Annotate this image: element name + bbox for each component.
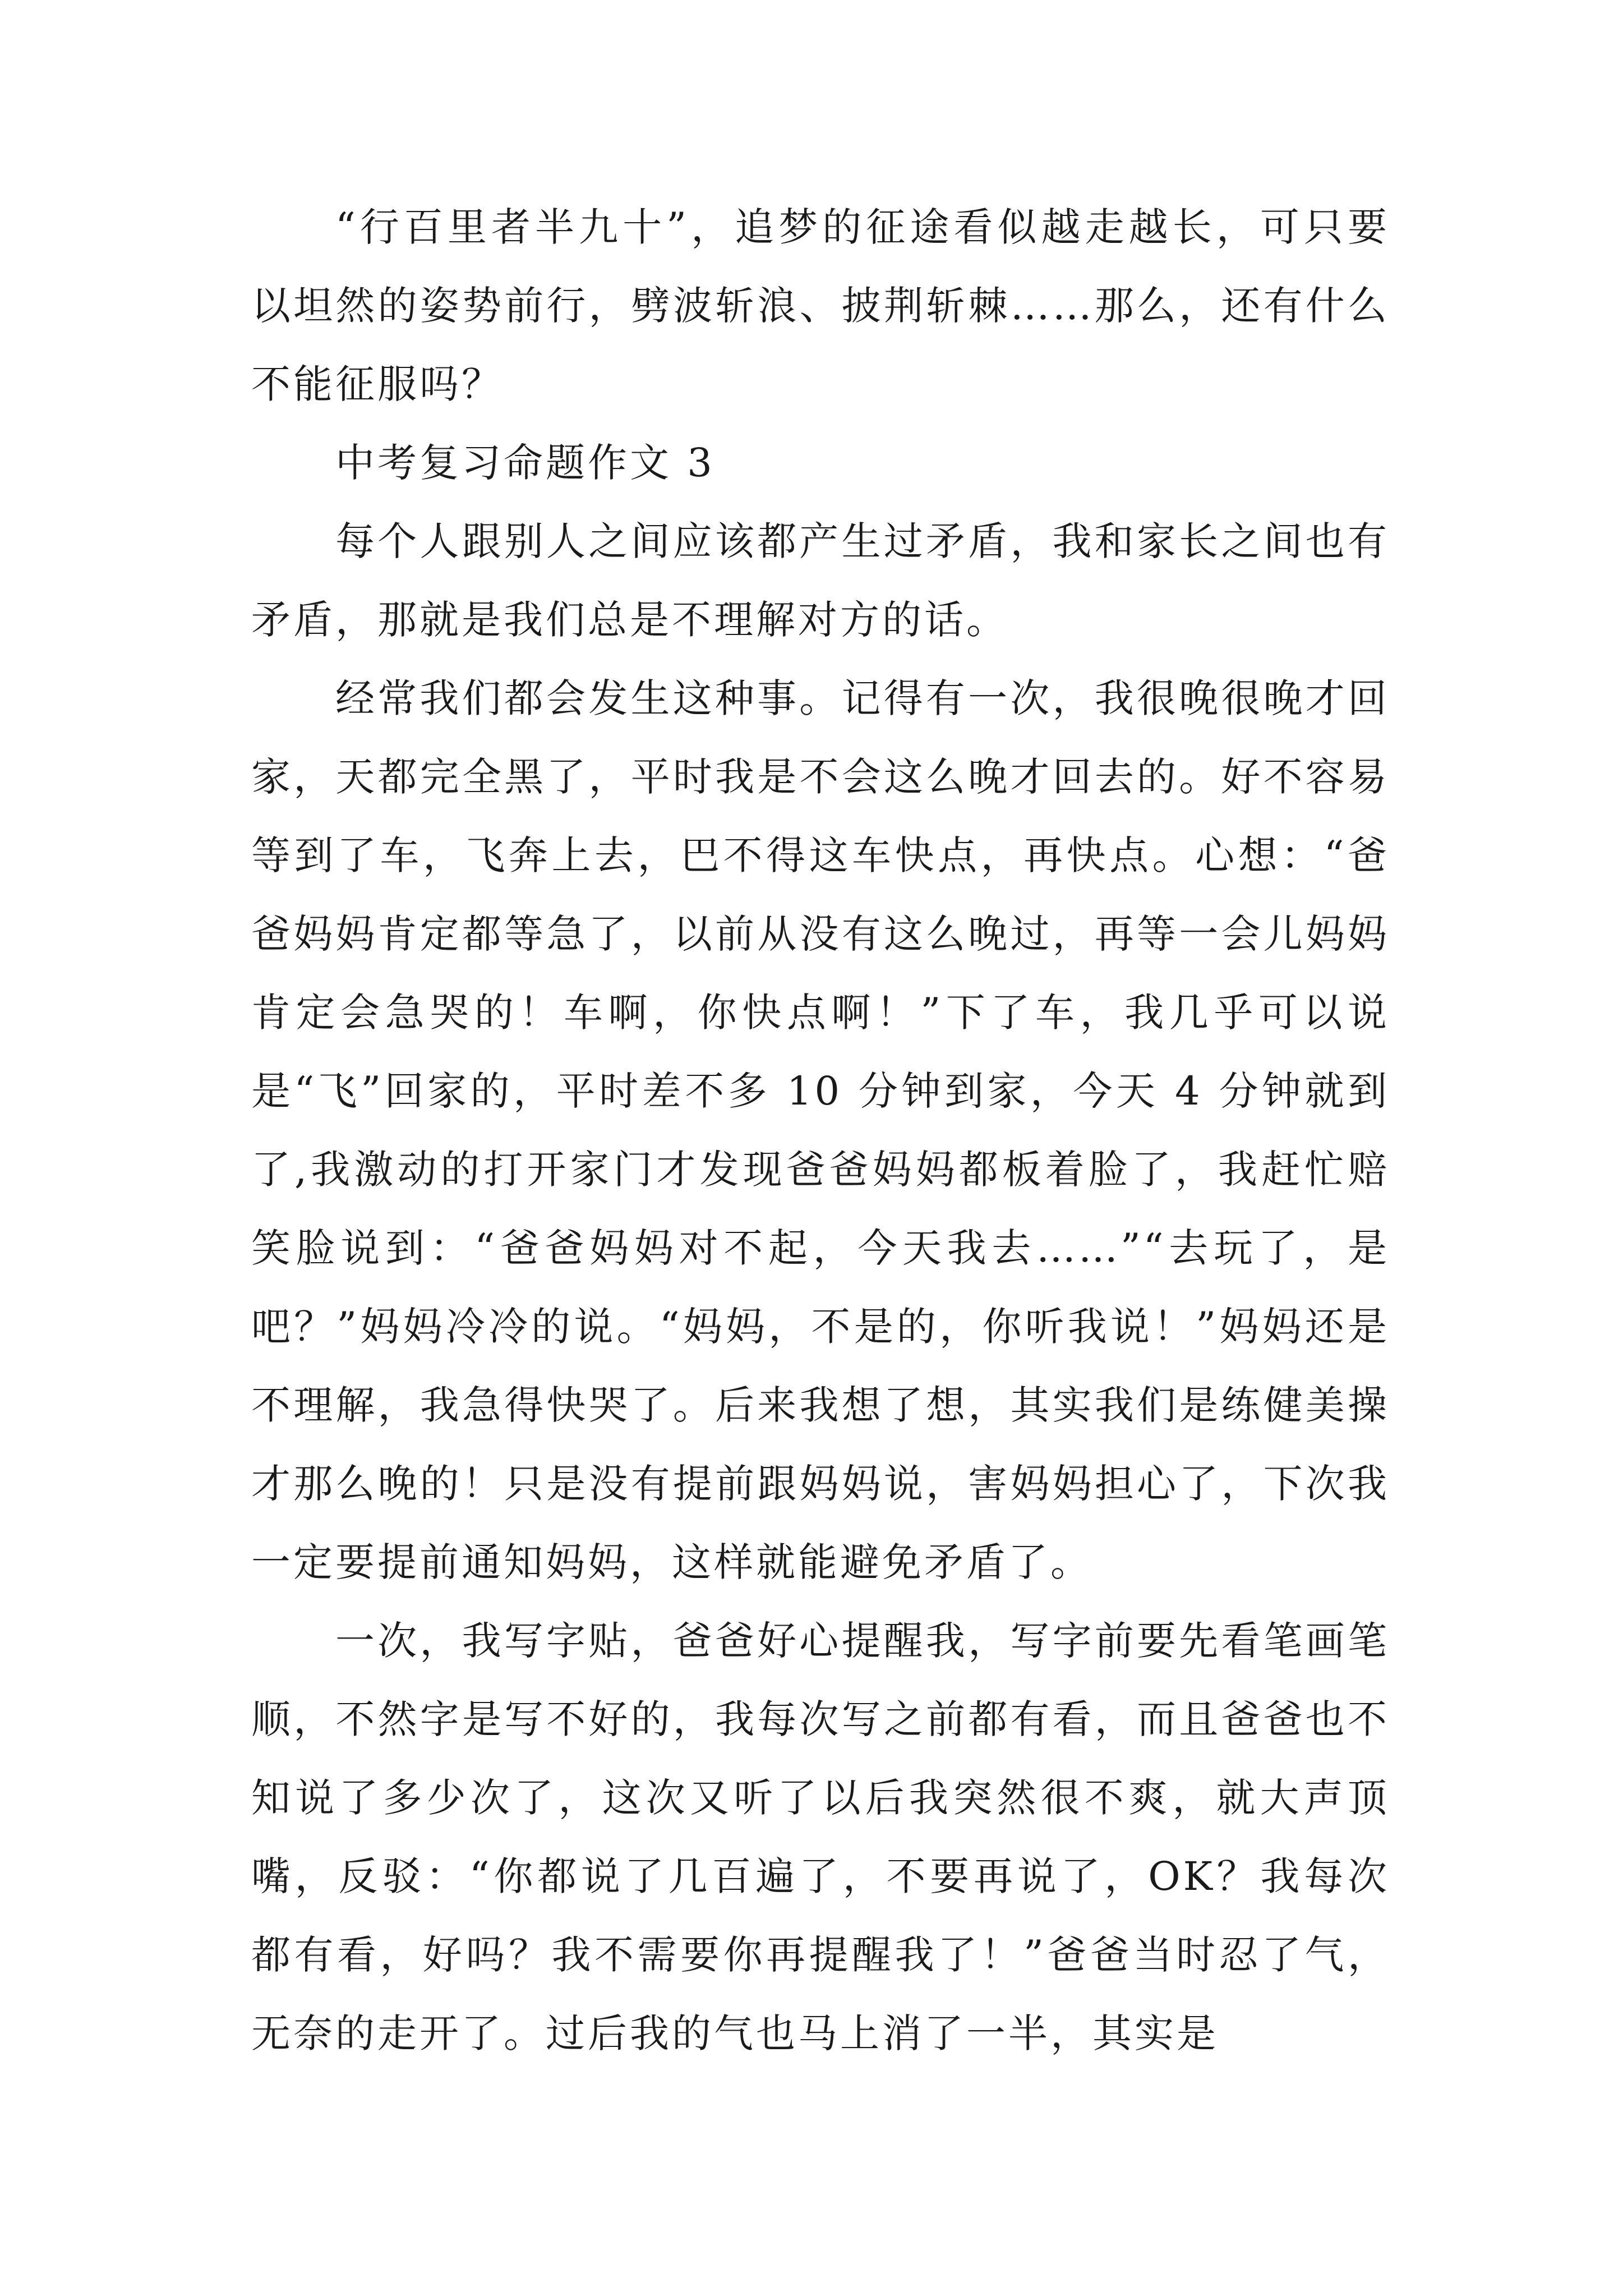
paragraph-quote: “行百里者半九十”，追梦的征途看似越走越长，可只要以坦然的姿势前行，劈波斩浪、披荆斩棘……那么，还有什么不能征服吗？ <box>251 204 1390 407</box>
paragraph-intro: 每个人跟别人之间应该都产生过矛盾，我和家长之间也有矛盾，那就是我们总是不理解对方的话。 <box>251 518 1390 643</box>
document-body <box>251 188 1390 2073</box>
essay-heading: 中考复习命题作文 3 <box>335 440 715 486</box>
paragraph-story-late-home: 经常我们都会发生这种事。记得有一次，我很晚很晚才回家，天都完全黑了，平时我是不会这么晚才回去的。好不容易等到了车，飞奔上去，巴不得这车快点，再快点。心想：“爸爸妈妈肯定都等急了，以前从没有这么晚过，再等一会儿妈妈肯定会急哭的！车啊，你快点啊！”下了车，我几乎可以说是“飞”回家的，平时差不多 10 分钟到家，今天 4 分钟就到了,我激动的打开家门才发现爸爸妈妈都板着脸了，我赶忙赔笑脸说到：“爸爸妈妈对不起，今天我去……”“去玩了，是吧？”妈妈冷冷的说。“妈妈，不是的，你听我说！”妈妈还是不理解，我急得快哭了。后来我想了想，其实我们是练健美操才那么晚的！只是没有提前跟妈妈说，害妈妈担心了，下次我一定要提前通知妈妈，这样就能避免矛盾了。 <box>251 675 1390 1585</box>
paragraph-story-copybook: 一次，我写字贴，爸爸好心提醒我，写字前要先看笔画笔顺，不然字是写不好的，我每次写之前都有看，而且爸爸也不知说了多少次了，这次又听了以后我突然很不爽，就大声顶嘴，反驳：“你都说了几百遍了，不要再说了，OK？我每次都有看，好吗？我不需要你再提醒我了！”爸爸当时忍了气，无奈的走开了。过后我的气也马上消了一半，其实是 <box>251 1618 1390 2056</box>
